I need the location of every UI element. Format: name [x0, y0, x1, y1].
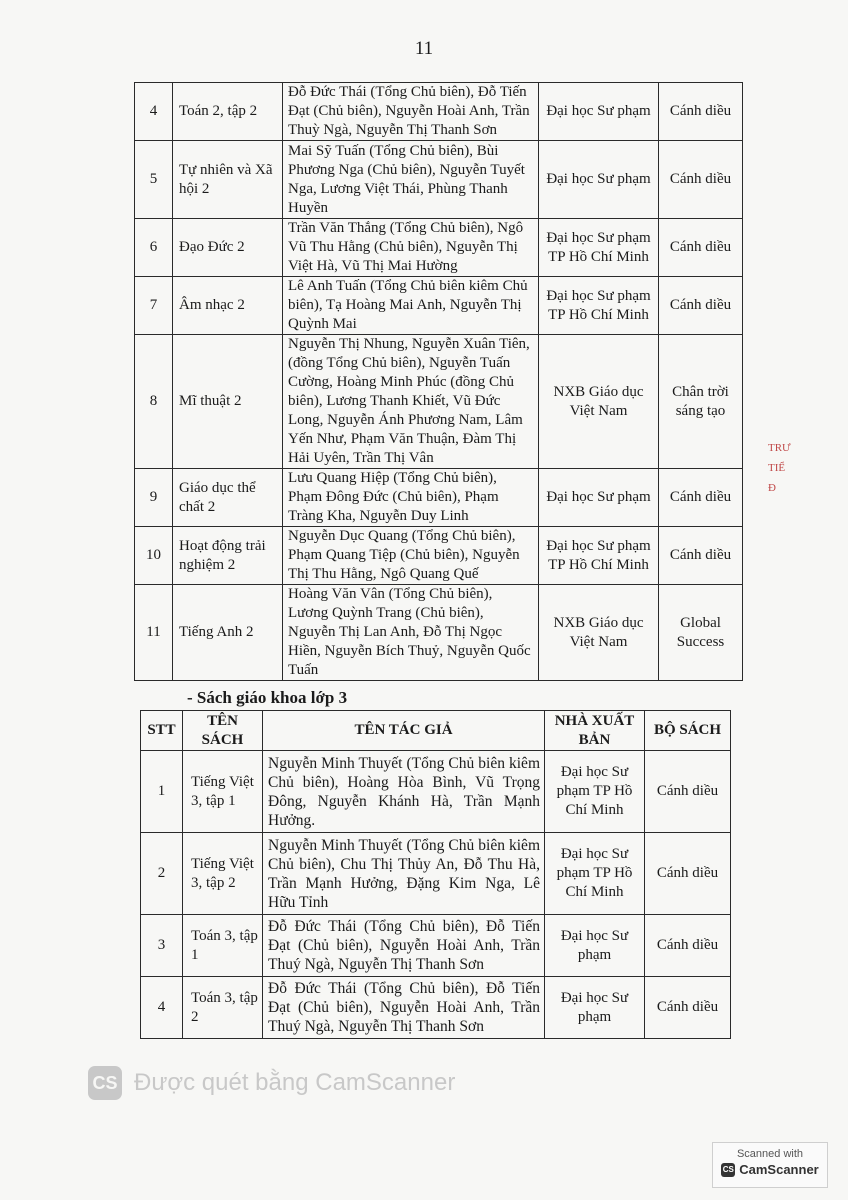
- publisher-cell: NXB Giáo dục Việt Nam: [539, 585, 659, 681]
- table-row: [135, 83, 743, 141]
- stt-cell: 2: [141, 833, 183, 915]
- publisher-cell: Đại học Sư phạm TP Hồ Chí Minh: [539, 277, 659, 335]
- red-stamp-fragment: [768, 438, 796, 498]
- badge-top-text: Scanned with: [736, 1148, 804, 1160]
- header-authors: TÊN TÁC GIẢ: [263, 711, 545, 751]
- table-row: [135, 277, 743, 335]
- book-series-cell: Global Success: [659, 585, 743, 681]
- publisher-cell: Đại học Sư phạm: [539, 141, 659, 219]
- badge-brand-text: CamScanner: [739, 1162, 819, 1177]
- stt-cell: 9: [135, 469, 173, 527]
- stt-cell: 4: [141, 977, 183, 1039]
- book-series-cell: Cánh diều: [645, 915, 731, 977]
- table-row: [141, 751, 731, 833]
- publisher-cell: Đại học Sư phạm: [539, 469, 659, 527]
- book-title-cell: Tiếng Anh 2: [173, 585, 283, 681]
- authors-cell: Hoàng Văn Vân (Tổng Chủ biên), Lương Quỳnh Trang (Chủ biên), Nguyễn Thị Lan Anh, Đỗ Thị Ngọc Hiền, Nguyễn Bích Thuỷ, Nguyễn Quốc Tuấn: [283, 585, 539, 681]
- stt-cell: 5: [135, 141, 173, 219]
- table-row: [135, 527, 743, 585]
- header-book-series: BỘ SÁCH: [645, 711, 731, 751]
- camscanner-badge-icon: CS: [721, 1163, 735, 1177]
- stt-cell: 6: [135, 219, 173, 277]
- authors-cell: Đỗ Đức Thái (Tổng Chủ biên), Đỗ Tiến Đạt (Chủ biên), Nguyễn Hoài Anh, Trần Thuỳ Ngà, Nguyễn Thị Thanh Sơn: [283, 83, 539, 141]
- publisher-cell: Đại học Sư phạm TP Hồ Chí Minh: [545, 751, 645, 833]
- book-series-cell: Cánh diều: [659, 83, 743, 141]
- table-row: [141, 915, 731, 977]
- book-series-cell: Cánh diều: [659, 141, 743, 219]
- book-title-cell: Đạo Đức 2: [173, 219, 283, 277]
- book-series-cell: Cánh diều: [645, 977, 731, 1039]
- header-stt: STT: [141, 711, 183, 751]
- publisher-cell: Đại học Sư phạm: [539, 83, 659, 141]
- table-row: [141, 833, 731, 915]
- section-title: - Sách giáo khoa lớp 3: [187, 688, 348, 707]
- publisher-cell: Đại học Sư phạm TP Hồ Chí Minh: [539, 527, 659, 585]
- stt-cell: 3: [141, 915, 183, 977]
- book-title-cell: Toán 2, tập 2: [173, 83, 283, 141]
- book-title-cell: Tự nhiên và Xã hội 2: [173, 141, 283, 219]
- textbook-table-grade-3: [140, 710, 731, 1039]
- publisher-cell: Đại học Sư phạm: [545, 915, 645, 977]
- stamp-text-line: Đ: [768, 482, 776, 494]
- book-title-cell: Giáo dục thể chất 2: [173, 469, 283, 527]
- authors-cell: Nguyễn Minh Thuyết (Tổng Chủ biên kiêm Chủ biên), Hoàng Hòa Bình, Vũ Trọng Đông, Nguyễn Khánh Hà, Trần Mạnh Hưởng.: [263, 751, 545, 833]
- authors-cell: Lê Anh Tuấn (Tổng Chủ biên kiêm Chủ biên), Tạ Hoàng Mai Anh, Nguyễn Thị Quỳnh Mai: [283, 277, 539, 335]
- book-title-cell: Toán 3, tập 2: [183, 977, 263, 1039]
- table-row: [141, 977, 731, 1039]
- header-book-title: TÊN SÁCH: [183, 711, 263, 751]
- table-row: [135, 469, 743, 527]
- authors-cell: Đỗ Đức Thái (Tổng Chủ biên), Đỗ Tiến Đạt (Chủ biên), Nguyễn Hoài Anh, Trần Thuý Ngà, Nguyễn Thị Thanh Sơn: [263, 915, 545, 977]
- book-title-cell: Mĩ thuật 2: [173, 335, 283, 469]
- camscanner-logo-icon: CS: [88, 1066, 122, 1100]
- publisher-cell: Đại học Sư phạm: [545, 977, 645, 1039]
- table-header-row: [141, 711, 731, 751]
- authors-cell: Mai Sỹ Tuấn (Tổng Chủ biên), Bùi Phương Nga (Chủ biên), Nguyễn Tuyết Nga, Lương Việt Thái, Phùng Thanh Huyền: [283, 141, 539, 219]
- book-series-cell: Cánh diều: [645, 751, 731, 833]
- book-title-cell: Âm nhạc 2: [173, 277, 283, 335]
- stt-cell: 10: [135, 527, 173, 585]
- book-series-cell: Cánh diều: [659, 527, 743, 585]
- stt-cell: 1: [141, 751, 183, 833]
- book-title-cell: Tiếng Việt 3, tập 1: [183, 751, 263, 833]
- book-series-cell: Chân trời sáng tạo: [659, 335, 743, 469]
- watermark-text: Được quét bằng CamScanner: [134, 1069, 456, 1096]
- book-series-cell: Cánh diều: [645, 833, 731, 915]
- stt-cell: 4: [135, 83, 173, 141]
- book-series-cell: Cánh diều: [659, 469, 743, 527]
- authors-cell: Nguyễn Minh Thuyết (Tổng Chủ biên kiêm Chủ biên), Chu Thị Thủy An, Đỗ Thu Hà, Trần Mạnh Hưởng, Đặng Kim Nga, Lê Hữu Tỉnh: [263, 833, 545, 915]
- table-row: [135, 219, 743, 277]
- authors-cell: Nguyễn Dục Quang (Tổng Chủ biên), Phạm Quang Tiệp (Chủ biên), Nguyễn Thị Thu Hằng, Ngô Quang Quế: [283, 527, 539, 585]
- stt-cell: 7: [135, 277, 173, 335]
- stt-cell: 11: [135, 585, 173, 681]
- camscanner-watermark: [88, 1066, 455, 1100]
- stamp-text-line: TIỂ: [768, 462, 786, 474]
- stamp-text-line: TRƯ: [768, 442, 791, 454]
- authors-cell: Nguyễn Thị Nhung, Nguyễn Xuân Tiên, (đồng Tổng Chủ biên), Nguyễn Tuấn Cường, Hoàng Minh Phúc (đồng Chủ biên), Lương Thanh Khiết, Vũ Đức Long, Nguyễn Ánh Phương Nam, Lâm Yến Như, Phạm Văn Thuận, Đàm Thị Hải Uyên, Trần Thị Vân: [283, 335, 539, 469]
- book-series-cell: Cánh diều: [659, 277, 743, 335]
- authors-cell: Đỗ Đức Thái (Tổng Chủ biên), Đỗ Tiến Đạt (Chủ biên), Nguyễn Hoài Anh, Trần Thuý Ngà, Nguyễn Thị Thanh Sơn: [263, 977, 545, 1039]
- book-title-cell: Hoạt động trải nghiệm 2: [173, 527, 283, 585]
- textbook-table-grade-2: [134, 82, 743, 681]
- publisher-cell: Đại học Sư phạm TP Hồ Chí Minh: [539, 219, 659, 277]
- publisher-cell: Đại học Sư phạm TP Hồ Chí Minh: [545, 833, 645, 915]
- book-title-cell: Toán 3, tập 1: [183, 915, 263, 977]
- authors-cell: Trần Văn Thắng (Tổng Chủ biên), Ngô Vũ Thu Hằng (Chủ biên), Nguyễn Thị Việt Hà, Vũ Thị Mai Hường: [283, 219, 539, 277]
- book-series-cell: Cánh diều: [659, 219, 743, 277]
- scanned-with-badge: [712, 1142, 828, 1188]
- table-row: [135, 335, 743, 469]
- table-row: [135, 585, 743, 681]
- badge-bottom: [713, 1162, 827, 1177]
- header-publisher: NHÀ XUẤT BẢN: [545, 711, 645, 751]
- page-number: 11: [414, 38, 434, 59]
- authors-cell: Lưu Quang Hiệp (Tổng Chủ biên), Phạm Đông Đức (Chủ biên), Phạm Tràng Kha, Nguyễn Duy Linh: [283, 469, 539, 527]
- stt-cell: 8: [135, 335, 173, 469]
- book-title-cell: Tiếng Việt 3, tập 2: [183, 833, 263, 915]
- table-row: [135, 141, 743, 219]
- publisher-cell: NXB Giáo dục Việt Nam: [539, 335, 659, 469]
